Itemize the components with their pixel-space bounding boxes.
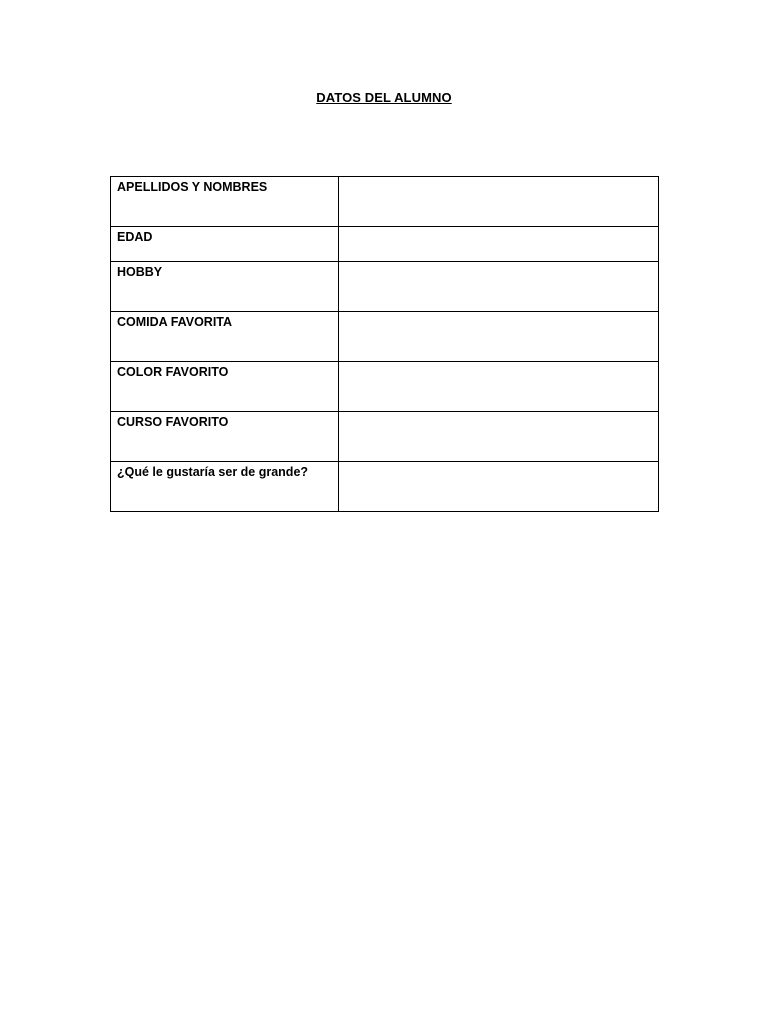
value-favorite-course[interactable]	[339, 412, 659, 462]
label-favorite-course: CURSO FAVORITO	[111, 412, 339, 462]
value-favorite-food[interactable]	[339, 312, 659, 362]
label-full-name: APELLIDOS Y NOMBRES	[111, 177, 339, 227]
value-age[interactable]	[339, 227, 659, 262]
table-row-future-career	[111, 462, 659, 512]
value-hobby[interactable]	[339, 262, 659, 312]
label-favorite-color: COLOR FAVORITO	[111, 362, 339, 412]
table-row-full-name	[111, 177, 659, 227]
label-future-career: ¿Qué le gustaría ser de grande?	[111, 462, 339, 512]
value-full-name[interactable]	[339, 177, 659, 227]
student-data-table	[110, 176, 659, 512]
label-hobby: HOBBY	[111, 262, 339, 312]
value-future-career[interactable]	[339, 462, 659, 512]
table-row-hobby	[111, 262, 659, 312]
value-favorite-color[interactable]	[339, 362, 659, 412]
label-age: EDAD	[111, 227, 339, 262]
table-row-favorite-color	[111, 362, 659, 412]
table-row-favorite-course	[111, 412, 659, 462]
page-title: DATOS DEL ALUMNO	[316, 90, 452, 105]
table-row-age	[111, 227, 659, 262]
label-favorite-food: COMIDA FAVORITA	[111, 312, 339, 362]
table-row-favorite-food	[111, 312, 659, 362]
